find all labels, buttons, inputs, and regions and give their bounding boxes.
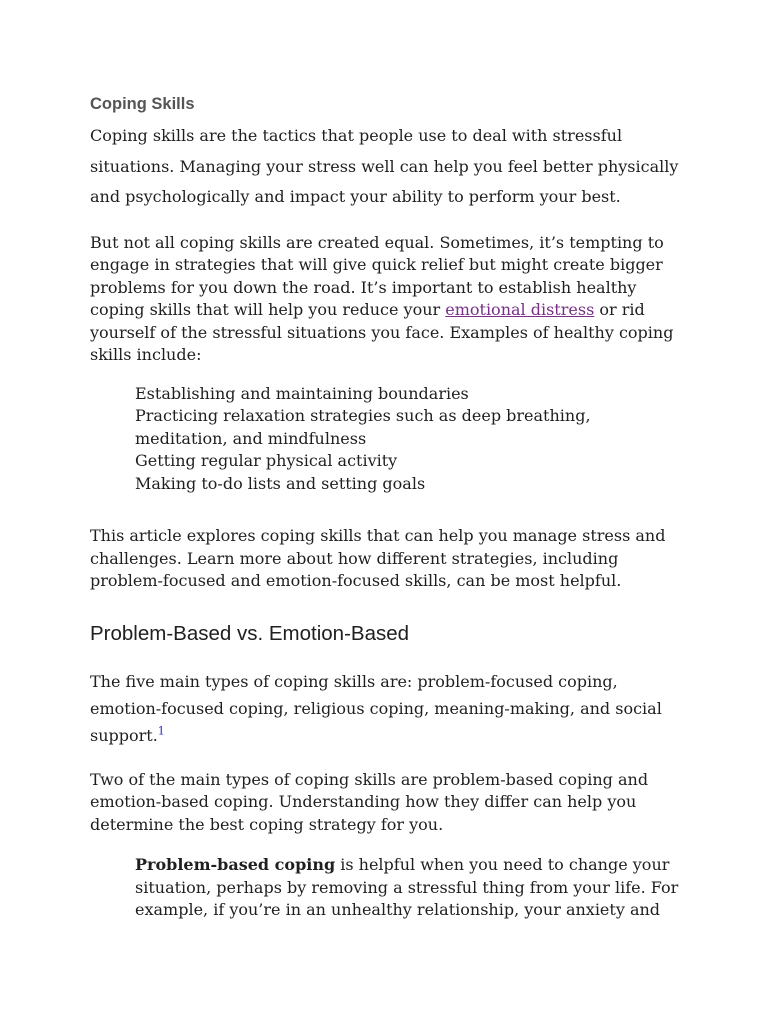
emotional-distress-link[interactable]: emotional distress: [445, 300, 595, 319]
list-item: Making to-do lists and setting goals: [135, 473, 426, 493]
paragraph-1: [90, 232, 688, 367]
problem-based-callout: [135, 854, 688, 922]
intro-paragraph: Coping skills are the tactics that people use to deal with stressful situations. Managing your stress well can help you feel better physically and psychologically and impact your ability to perform your best.: [90, 126, 679, 206]
callout-bold-term: Problem-based coping: [135, 855, 336, 874]
paragraph-1-text-after: or rid yourself of the stressful situations you face. Examples of healthy coping skills include:: [90, 300, 674, 364]
list-item: Practicing relaxation strategies such as deep breathing, meditation, and mindfulness: [135, 406, 591, 448]
paragraph-3: [90, 668, 688, 749]
section-heading: Problem-Based vs. Emotion-Based: [90, 621, 410, 645]
coping-examples-list: [90, 383, 688, 496]
paragraph-4: Two of the main types of coping skills are problem-based coping and emotion-based coping. Understanding how they differ can help you determine the best coping strategy for you.: [90, 769, 649, 834]
list-item: Establishing and maintaining boundaries: [135, 383, 469, 403]
callout-text: is helpful when you need to change your situation, perhaps by removing a stressful thing from your life. For example, if you’re in an unhealthy relationship, your anxiety and: [135, 855, 679, 919]
list-item: Getting regular physical activity: [135, 451, 398, 470]
paragraph-1-text-before: But not all coping skills are created equal. Sometimes, it’s tempting to engage in strategies that will give quick relief but might create bigger problems for you down the road. It’s important to establish healthy coping skills that will help you reduce your: [90, 232, 664, 319]
paragraph-3-text: The five main types of coping skills are: problem-focused coping, emotion-focused coping, religious coping, meaning-making, and social support.: [90, 671, 662, 745]
document-title: Coping Skills: [90, 95, 195, 113]
footnote-link[interactable]: 1: [157, 724, 165, 738]
paragraph-2: This article explores coping skills that can help you manage stress and challenges. Learn more about how different strategies, including problem-focused and emotion-focused skills, can be most helpful.: [90, 526, 666, 590]
